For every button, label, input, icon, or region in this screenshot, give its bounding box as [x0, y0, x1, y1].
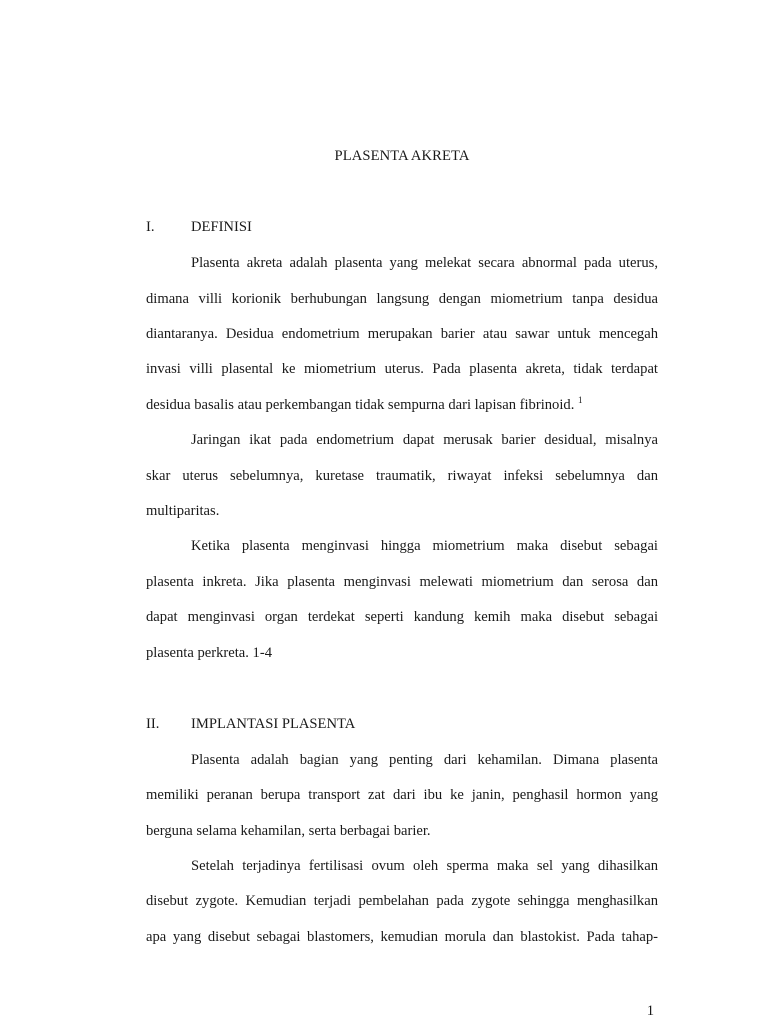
paragraph-line-last: berguna selama kehamilan, serta berbagai barier.	[146, 823, 431, 839]
paragraph-line: dimana villi korionik berhubungan langsung dengan miometrium tanpa desidua	[146, 291, 658, 307]
paragraph-line: Ketika plasenta menginvasi hingga miometrium maka disebut sebagai	[191, 538, 658, 554]
section-title: IMPLANTASI PLASENTA	[191, 716, 356, 732]
page-number: 1	[646, 1003, 654, 1019]
citation-superscript: 1	[578, 395, 583, 405]
paragraph-line-last: plasenta perkreta. 1-4	[146, 645, 273, 661]
paragraph-line-text: desidua basalis atau perkembangan tidak sempurna dari lapisan fibrinoid.	[146, 397, 575, 413]
section-heading-implantasi	[146, 716, 355, 733]
paragraph-line: memiliki peranan berupa transport zat dari ibu ke janin, penghasil hormon yang	[146, 787, 658, 803]
paragraph-line: Plasenta adalah bagian yang penting dari kehamilan. Dimana plasenta	[191, 752, 658, 768]
section-title: DEFINISI	[191, 219, 252, 235]
paragraph-line: diantaranya. Desidua endometrium merupakan barier atau sawar untuk mencegah	[146, 326, 658, 342]
paragraph-line-last	[146, 397, 658, 414]
paragraph-line: plasenta inkreta. Jika plasenta menginvasi melewati miometrium dan serosa dan	[146, 574, 658, 590]
document-title: PLASENTA AKRETA	[334, 148, 470, 164]
paragraph-line: apa yang disebut sebagai blastomers, kemudian morula dan blastokist. Pada tahap-	[146, 929, 658, 945]
section-number: II.	[146, 716, 160, 732]
section-number: I.	[146, 219, 155, 235]
paragraph-line: Plasenta akreta adalah plasenta yang melekat secara abnormal pada uterus,	[191, 255, 658, 271]
paragraph-line: invasi villi plasental ke miometrium uterus. Pada plasenta akreta, tidak terdapat	[146, 361, 658, 377]
paragraph-line: Setelah terjadinya fertilisasi ovum oleh sperma maka sel yang dihasilkan	[191, 858, 658, 874]
paragraph-line-last: multiparitas.	[146, 503, 220, 519]
paragraph-line: skar uterus sebelumnya, kuretase traumatik, riwayat infeksi sebelumnya dan	[146, 468, 658, 484]
paragraph-line: dapat menginvasi organ terdekat seperti kandung kemih maka disebut sebagai	[146, 609, 658, 625]
section-heading-definisi	[146, 219, 252, 236]
paragraph-line: disebut zygote. Kemudian terjadi pembelahan pada zygote sehingga menghasilkan	[146, 893, 658, 909]
paragraph-line: Jaringan ikat pada endometrium dapat merusak barier desidual, misalnya	[191, 432, 658, 448]
